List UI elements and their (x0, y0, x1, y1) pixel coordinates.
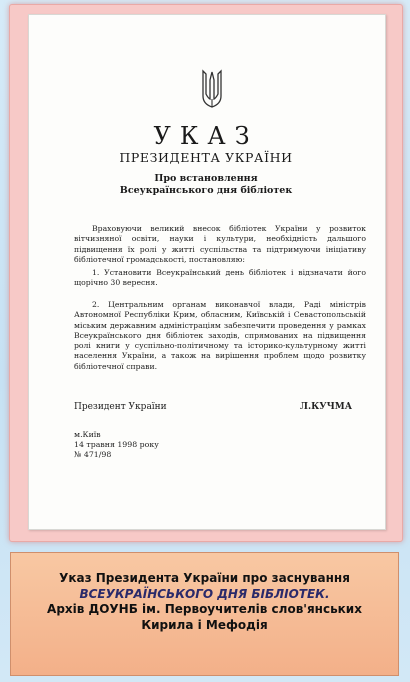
signature-role: Президент України (74, 402, 167, 412)
trident-icon (200, 68, 224, 110)
decree-heading-line1: Про встановлення (154, 173, 258, 184)
decree-paragraph-article1: 1. Установити Всеукраїнський день бібліотек і відзначати його щорічно 30 вересня. (74, 268, 366, 288)
caption-line1: Указ Президента України про заснування (59, 571, 350, 585)
signature-name: Л.КУЧМА (300, 402, 353, 412)
caption-line2: ВСЕУКРАЇНСЬКОГО ДНЯ БІБЛІОТЕК. (79, 586, 330, 601)
decree-paragraph-preamble: Враховуючи великий внесок бібліотек України у розвиток вітчизняної освіти, науки і культури, необхідність дальшого підвищення їх ролі у житті суспільства та підтримуючи ініціативу бібліотечної громадськості, постановляю: (74, 224, 366, 264)
decree-place: м.Київ (74, 430, 101, 439)
caption-line3: Архів ДОУНБ ім. Первоучителів слов'янських (47, 602, 362, 616)
decree-number: № 471/98 (74, 450, 112, 459)
decree-subtitle: ПРЕЗИДЕНТА УКРАЇНИ (119, 150, 293, 165)
caption-box (10, 552, 399, 676)
caption-line4: Кирила і Мефодія (141, 617, 268, 632)
decree-heading-line2: Всеукраїнського дня бібліотек (119, 185, 293, 196)
decree-date: 14 травня 1998 року (74, 440, 159, 449)
decree-paragraph-article2: 2. Центральним органам виконавчої влади, Раді міністрів Автономної Республіки Крим, обласним, Київській і Севастопольській міським державним адміністраціям забезпечити проведення у рамках Всеукраїнського дня бібліотек заходів, спрямованих на підвищення ролі книги у суспільно-політичному та історико-культурному житті населення України, а також на вирішення проблем щодо розвитку бібліотечної справи. (74, 300, 366, 371)
decree-title: УКАЗ (153, 122, 259, 150)
